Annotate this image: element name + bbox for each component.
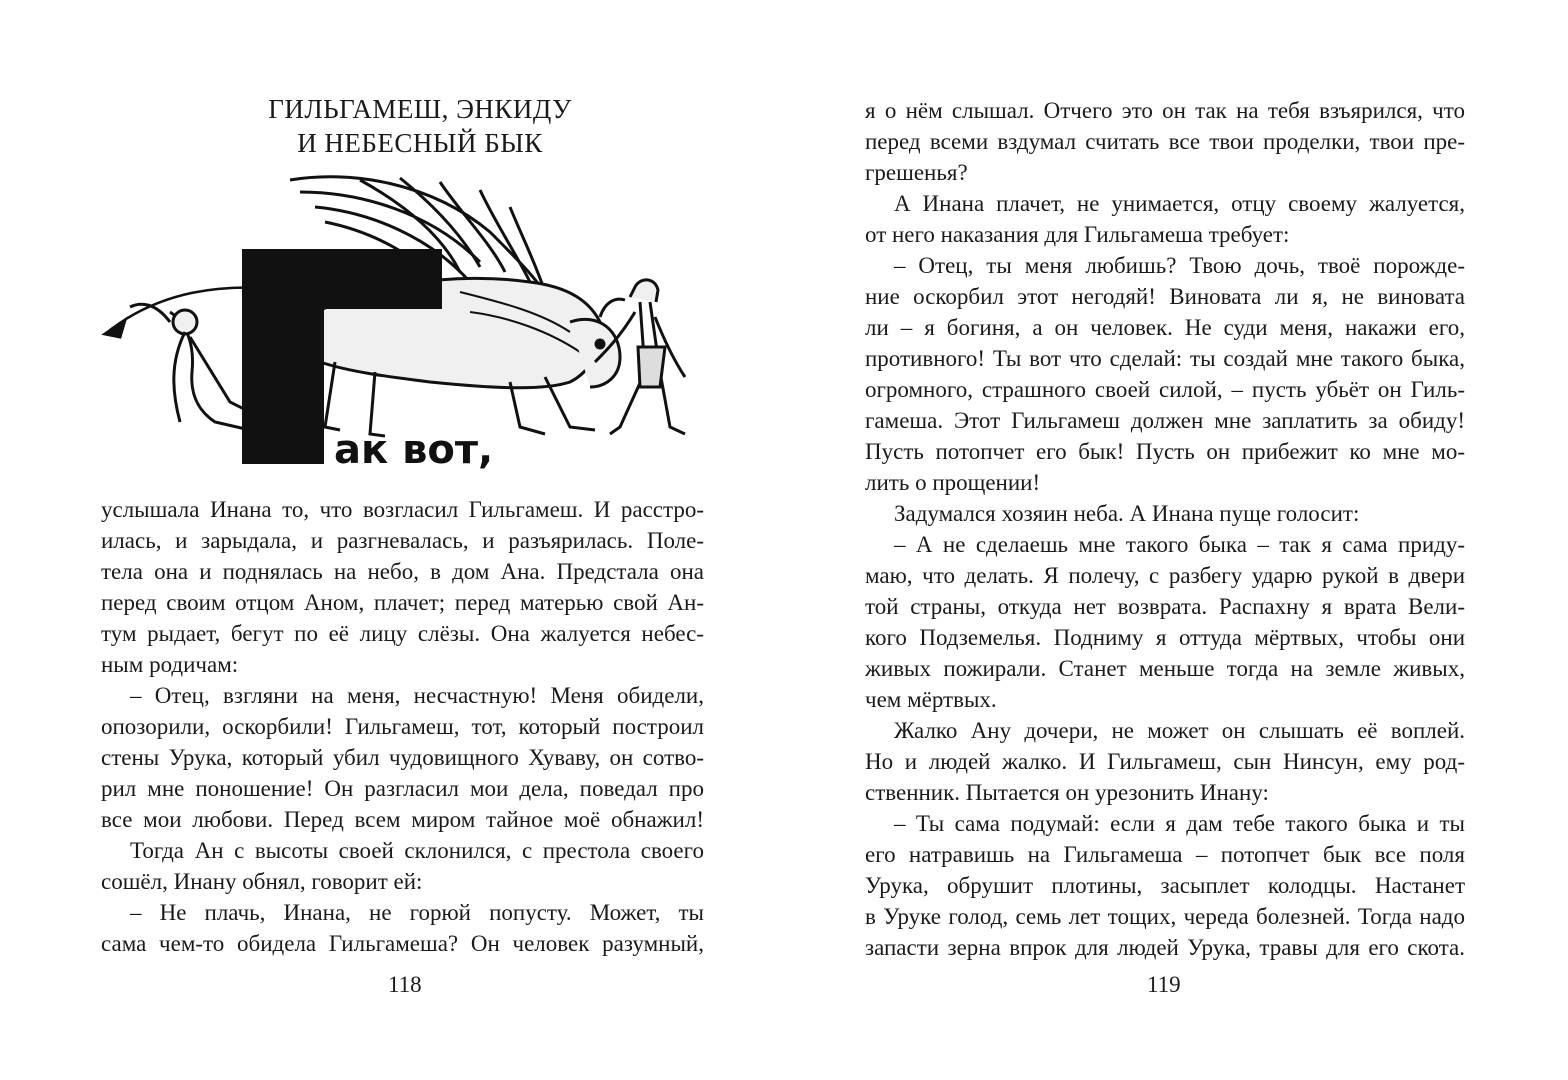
text-line-16: маю, что делать. Я полечу, с разбегу ударю рукой в двери xyxy=(865,563,1465,588)
text-line-23: ственник. Пытается он урезонить Инану: xyxy=(865,780,1269,805)
text-line-20: чем мёртвых. xyxy=(865,687,997,712)
text-line-4: перед своим отцом Аном, плачет; перед матерью свой Ан- xyxy=(101,590,704,615)
text-line-6: ным родичам: xyxy=(101,652,239,677)
text-line-1: я о нём слышал. Отчего это он так на тебя взъярился, что xyxy=(865,98,1465,123)
chapter-title xyxy=(190,92,650,160)
text-line-8: ли – я богиня, а он человек. Не суди меня, накажи его, xyxy=(865,315,1465,340)
text-line-2: илась, и зарыдала, и разгневалась, и разъярилась. Поле- xyxy=(101,528,704,553)
text-line-27: в Уруке голод, семь лет тощих, череда болезней. Тогда надо xyxy=(865,904,1465,929)
text-line-2: перед всеми вздумал считать все твои проделки, твои пре- xyxy=(865,129,1465,154)
text-line-5: тум рыдает, бегут по её лицу слёзы. Она жалуется небес- xyxy=(101,621,704,646)
text-line-24: – Ты сама подумай: если я дам тебе такого быка и ты xyxy=(894,811,1465,836)
text-line-3: грешенья? xyxy=(865,160,968,185)
text-line-11: все мои любови. Перед всем миром тайное моё обнажил! xyxy=(101,807,704,832)
text-line-7: ние оскорбил этот негодяй! Виновата ли я, не виновата xyxy=(865,284,1465,309)
text-line-10: огромного, страшного своей силой, – пусть убьёт он Гиль- xyxy=(865,377,1465,402)
text-line-6: – Отец, ты меня любишь? Твою дочь, твоё порожде- xyxy=(894,253,1465,278)
standing-figure xyxy=(630,280,658,302)
text-line-3: тела она и поднялась на небо, в дом Ана. Предстала она xyxy=(101,559,704,584)
text-line-22: Но и людей жалко. И Гильгамеш, сын Нинсун, ему род- xyxy=(865,749,1465,774)
text-line-5: от него наказания для Гильгамеша требует: xyxy=(865,222,1290,247)
text-line-11: гамеша. Этот Гильгамеш должен мне заплатить за обиду! xyxy=(865,408,1465,433)
text-line-28: запасти зерна впрок для людей Урука, травы для его скота. xyxy=(865,935,1465,960)
text-line-15: сама чем-то обидела Гильгамеша? Он человек разумный, xyxy=(101,931,704,956)
text-line-13: сошёл, Инану обнял, говорит ей: xyxy=(101,869,423,894)
text-line-8: опозорили, оскорбили! Гильгамеш, тот, который построил xyxy=(101,714,704,739)
text-line-14: Задумался хозяин неба. А Инана пуще голосит: xyxy=(894,501,1360,526)
text-line-15: – А не сделаешь мне такого быка – так я сама приду- xyxy=(894,532,1465,557)
text-line-18: кого Подземелья. Подниму я оттуда мёртвых, чтобы они xyxy=(865,625,1465,650)
right-page xyxy=(784,0,1568,1080)
text-line-12: Тогда Ан с высоты своей склонился, с престола своего xyxy=(130,838,704,863)
text-line-14: – Не плачь, Инана, не горюй попусту. Может, ты xyxy=(130,900,704,925)
text-line-1: услышала Инана то, что возгласил Гильгамеш. И расстро- xyxy=(101,497,704,522)
chapter-title-line-1: ГИЛЬГАМЕШ, ЭНКИДУ xyxy=(268,94,572,124)
text-line-9: противного! Ты вот что сделай: ты создай мне такого быка, xyxy=(865,346,1465,371)
text-line-9: стены Урука, который убил чудовищного Хуваву, он сотво- xyxy=(101,745,704,770)
dropcap-letter-stem xyxy=(242,249,324,464)
text-line-4: А Инана плачет, не унимается, отцу своему жалуется, xyxy=(894,191,1465,216)
lead-text: ак вот, xyxy=(334,427,494,473)
chapter-title-line-2: И НЕБЕСНЫЙ БЫК xyxy=(297,128,543,158)
page-number-right: 119 xyxy=(1147,972,1181,997)
page-number-left: 118 xyxy=(388,972,422,997)
text-line-19: живых пожирали. Станет меньше тогда на земле живых, xyxy=(865,656,1465,681)
text-line-10: рил мне поношение! Он разгласил мои дела, поведал про xyxy=(101,776,704,801)
text-line-21: Жалко Ану дочери, не может он слышать её воплей. xyxy=(894,718,1465,743)
text-line-13: лить о прощении! xyxy=(865,470,1041,495)
text-line-25: его натравишь на Гильгамеша – потопчет бык все поля xyxy=(865,842,1465,867)
text-line-26: Урука, обрушит плотины, засыплет колодцы. Настанет xyxy=(865,873,1465,898)
text-line-12: Пусть потопчет его бык! Пусть он прибежит ко мне мо- xyxy=(865,439,1465,464)
text-line-7: – Отец, взгляни на меня, несчастную! Меня обидели, xyxy=(130,683,704,708)
text-line-17: той страны, откуда нет возврата. Распахну я врата Вели- xyxy=(865,594,1465,619)
